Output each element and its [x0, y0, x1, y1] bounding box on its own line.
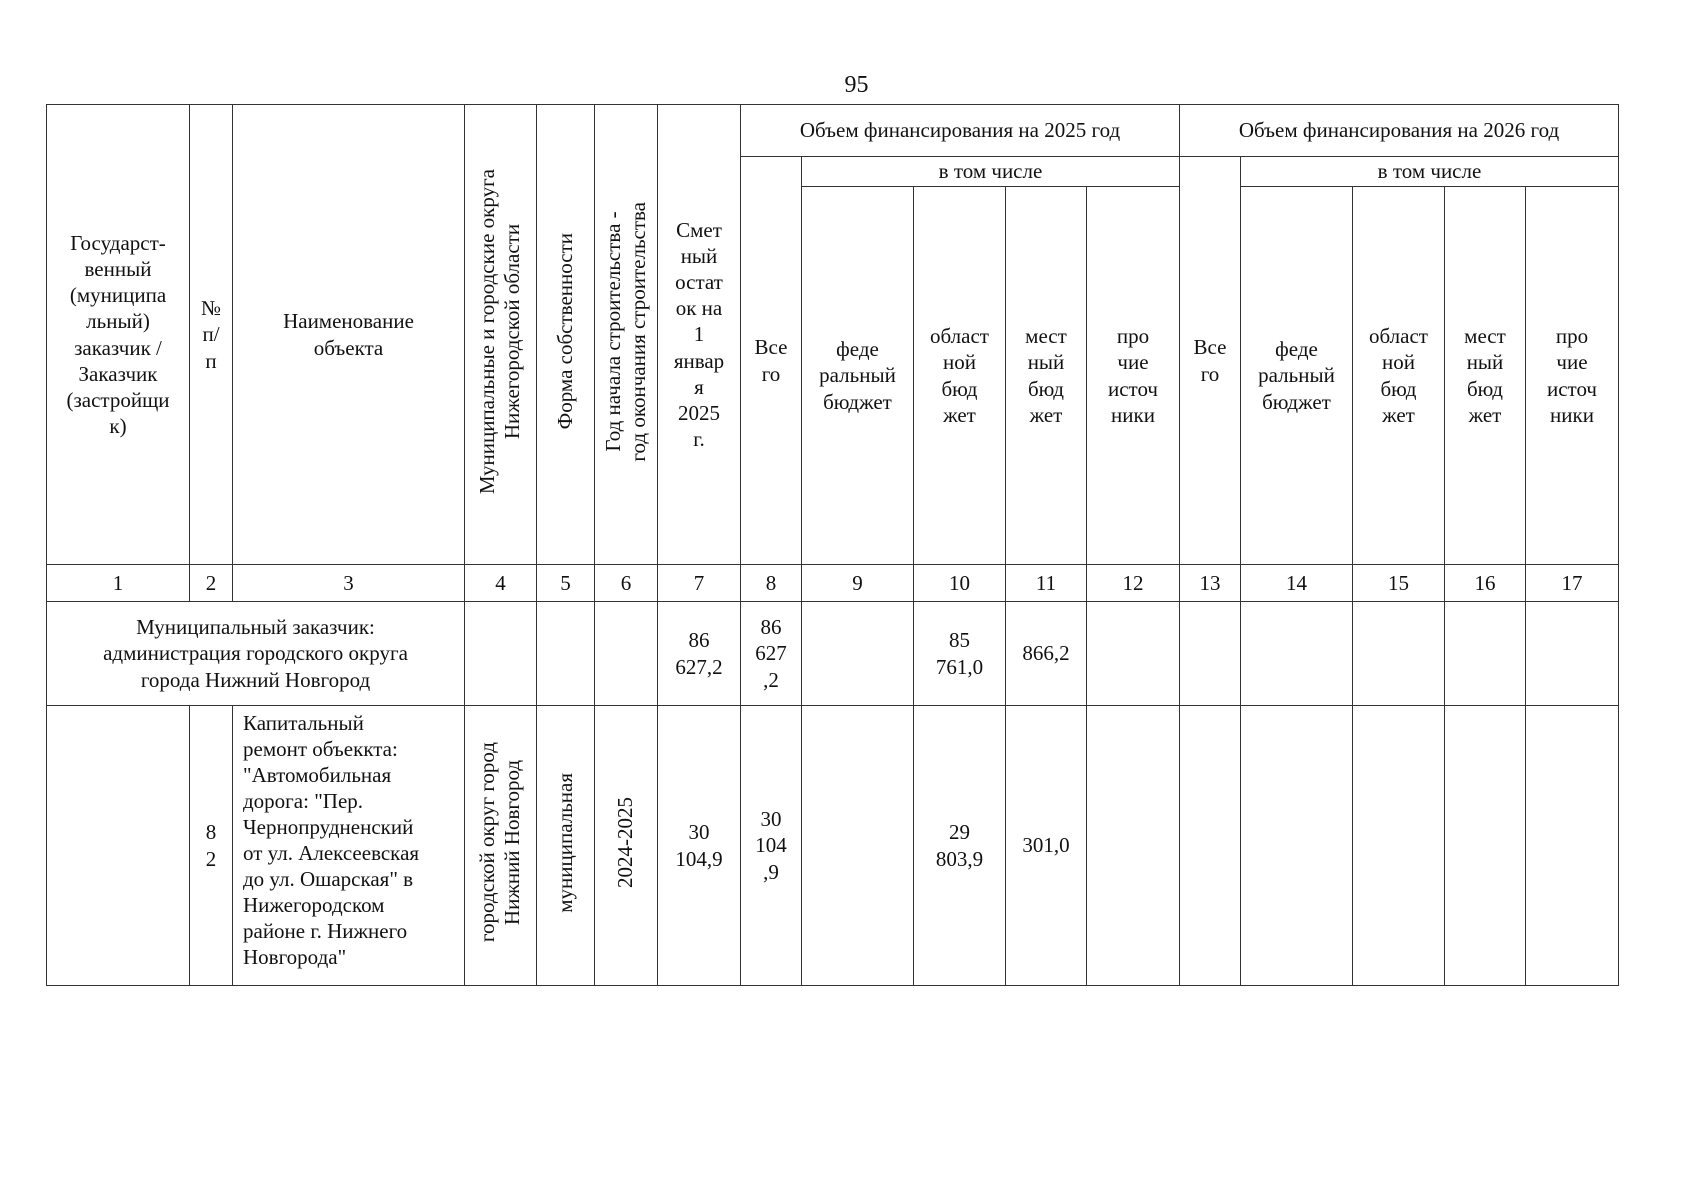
column-number: 6 — [595, 565, 658, 602]
column-number: 14 — [1241, 565, 1353, 602]
cell-empty — [595, 602, 658, 706]
cell-empty — [1087, 706, 1180, 986]
cell-empty — [1241, 706, 1353, 986]
object-ownership: муниципальная — [537, 706, 595, 986]
column-number: 3 — [233, 565, 465, 602]
header-total-2025: Все го — [741, 157, 802, 565]
header-object-name: Наименование объекта — [233, 105, 465, 565]
column-number: 7 — [658, 565, 741, 602]
header-including-2026: в том числе — [1241, 157, 1619, 187]
column-number: 13 — [1180, 565, 1241, 602]
customer-label: Муниципальный заказчик: администрация городского округа города Нижний Новгород — [47, 602, 465, 706]
header-financing-2025: Объем финансирования на 2025 год — [741, 105, 1180, 157]
header-regional-2026: област ной бюд жет — [1353, 187, 1445, 565]
column-number: 17 — [1526, 565, 1619, 602]
header-other-2025: про чие источ ники — [1087, 187, 1180, 565]
header-other-2026: про чие источ ники — [1526, 187, 1619, 565]
column-number: 2 — [190, 565, 233, 602]
customer-estimate: 86 627,2 — [658, 602, 741, 706]
object-regional-2025: 29 803,9 — [914, 706, 1006, 986]
page-number: 95 — [844, 72, 869, 98]
header-including-2025: в том числе — [802, 157, 1180, 187]
cell-empty — [1353, 602, 1445, 706]
column-number: 12 — [1087, 565, 1180, 602]
column-number: 9 — [802, 565, 914, 602]
customer-federal-2025 — [802, 602, 914, 706]
cell-empty — [1180, 602, 1241, 706]
object-local-2025: 301,0 — [1006, 706, 1087, 986]
object-number: 8 2 — [190, 706, 233, 986]
header-regional-2025: област ной бюд жет — [914, 187, 1006, 565]
column-number: 4 — [465, 565, 537, 602]
header-years: Год начала строительства - год окончания строительства — [595, 105, 658, 565]
cell-empty — [47, 706, 190, 986]
cell-empty — [1526, 706, 1619, 986]
cell-empty — [1180, 706, 1241, 986]
column-number: 5 — [537, 565, 595, 602]
header-district: Муниципальные и городские округа Нижегородской области — [465, 105, 537, 565]
object-name: Капитальный ремонт объеккта: "Автомобильная дорога: "Пер. Чернопрудненский от ул. Алексеевская до ул. Ошарская" в Нижегородском районе г. Нижнего Новгорода" — [233, 706, 465, 986]
object-estimate: 30 104,9 — [658, 706, 741, 986]
customer-regional-2025: 85 761,0 — [914, 602, 1006, 706]
financing-table — [46, 104, 1619, 986]
column-number: 8 — [741, 565, 802, 602]
column-number: 16 — [1445, 565, 1526, 602]
object-district: городской округ город Нижний Новгород — [465, 706, 537, 986]
cell-empty — [802, 706, 914, 986]
header-federal-2026: феде ральный бюджет — [1241, 187, 1353, 565]
column-number: 1 — [47, 565, 190, 602]
cell-empty — [537, 602, 595, 706]
cell-empty — [1353, 706, 1445, 986]
header-financing-2026: Объем финансирования на 2026 год — [1180, 105, 1619, 157]
column-numbers-row — [47, 565, 1619, 602]
object-years: 2024-2025 — [595, 706, 658, 986]
header-local-2025: мест ный бюд жет — [1006, 187, 1087, 565]
header-estimate: Смет ный остат ок на 1 январ я 2025 г. — [658, 105, 741, 565]
customer-total-2025: 86 627 ,2 — [741, 602, 802, 706]
cell-empty — [1526, 602, 1619, 706]
customer-local-2025: 866,2 — [1006, 602, 1087, 706]
object-row — [47, 706, 1619, 986]
customer-other-2025 — [1087, 602, 1180, 706]
header-local-2026: мест ный бюд жет — [1445, 187, 1526, 565]
column-number: 10 — [914, 565, 1006, 602]
customer-row — [47, 602, 1619, 706]
header-total-2026: Все го — [1180, 157, 1241, 565]
column-number: 15 — [1353, 565, 1445, 602]
header-customer: Государст- венный (муниципа льный) заказчик / Заказчик (застройщи к) — [47, 105, 190, 565]
header-ownership: Форма собственности — [537, 105, 595, 565]
cell-empty — [465, 602, 537, 706]
object-total-2025: 30 104 ,9 — [741, 706, 802, 986]
cell-empty — [1445, 706, 1526, 986]
column-number: 11 — [1006, 565, 1087, 602]
header-number: № п/ п — [190, 105, 233, 565]
cell-empty — [1445, 602, 1526, 706]
cell-empty — [1241, 602, 1353, 706]
header-federal-2025: феде ральный бюджет — [802, 187, 914, 565]
